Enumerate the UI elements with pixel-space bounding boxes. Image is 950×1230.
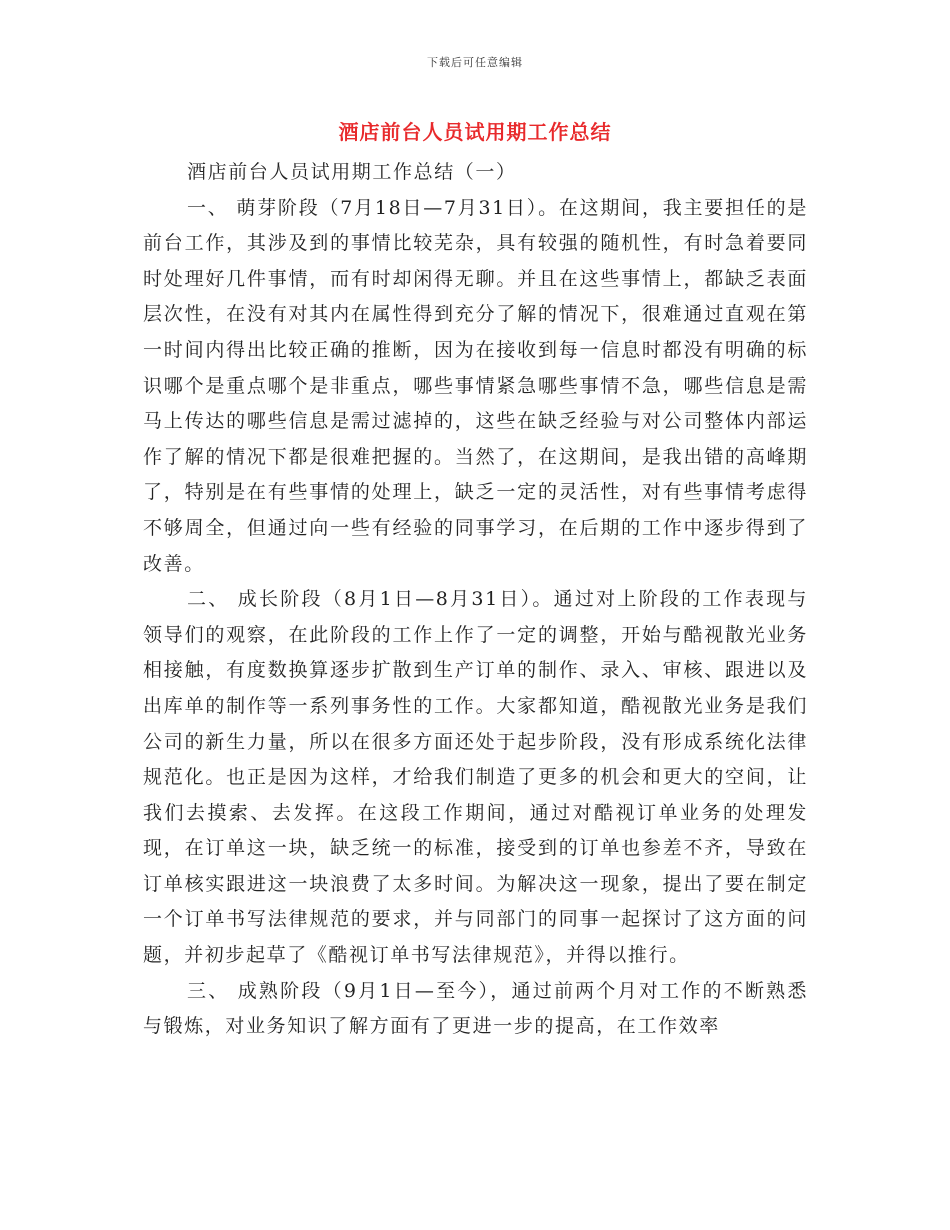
paragraph-3: 三、 成熟阶段（9月1日—至今），通过前两个月对工作的不断熟悉与锻炼，对业务知识了解方面有了更进一步的提高，在工作效率 — [143, 979, 808, 1038]
paragraph-1: 一、 萌芽阶段（7月18日—7月31日）。在这期间，我主要担任的是前台工作，其涉及到的事情比较芜杂，具有较强的随机性，有时急着要同时处理好几件事情，而有时却闲得无聊。并且在这些事情上，都缺乏表面层次性，在没有对其内在属性得到充分了解的情况下，很难通过直观在第一时间内得出比较正确的推断，因为在接收到每一信息时都没有明确的标识哪个是重点哪个是非重点，哪些事情紧急哪些事情不急，哪些信息是需马上传达的哪些信息是需过滤掉的，这些在缺乏经验与对公司整体内部运作了解的情况下都是很难把握的。当然了，在这期间，是我出错的高峰期了，特别是在有些事情的处理上，缺乏一定的灵活性，对有些事情考虑得不够周全，但通过向一些有经验的同事学习，在后期的工作中逐步得到了改善。 — [143, 196, 808, 575]
document-title: 酒店前台人员试用期工作总结 — [338, 120, 612, 144]
document-body — [143, 155, 808, 1045]
document-subtitle: 酒店前台人员试用期工作总结（一） — [187, 161, 517, 183]
header-note: 下载后可任意编辑 — [427, 56, 523, 69]
paragraph-2: 二、 成长阶段（8月1日—8月31日）。通过对上阶段的工作表现与领导们的观察，在此阶段的工作上作了一定的调整，开始与酷视散光业务相接触，有度数换算逐步扩散到生产订单的制作、录入、审核、跟进以及出库单的制作等一系列事务性的工作。大家都知道，酷视散光业务是我们公司的新生力量，所以在很多方面还处于起步阶段，没有形成系统化法律规范化。也正是因为这样，才给我们制造了更多的机会和更大的空间，让我们去摸索、去发挥。在这段工作期间，通过对酷视订单业务的处理发现，在订单这一块，缺乏统一的标准，接受到的订单也参差不齐，导致在订单核实跟进这一块浪费了太多时间。为解决这一现象，提出了要在制定一个订单书写法律规范的要求，并与同部门的同事一起探讨了这方面的问题，并初步起草了《酷视订单书写法律规范》，并得以推行。 — [143, 588, 808, 967]
